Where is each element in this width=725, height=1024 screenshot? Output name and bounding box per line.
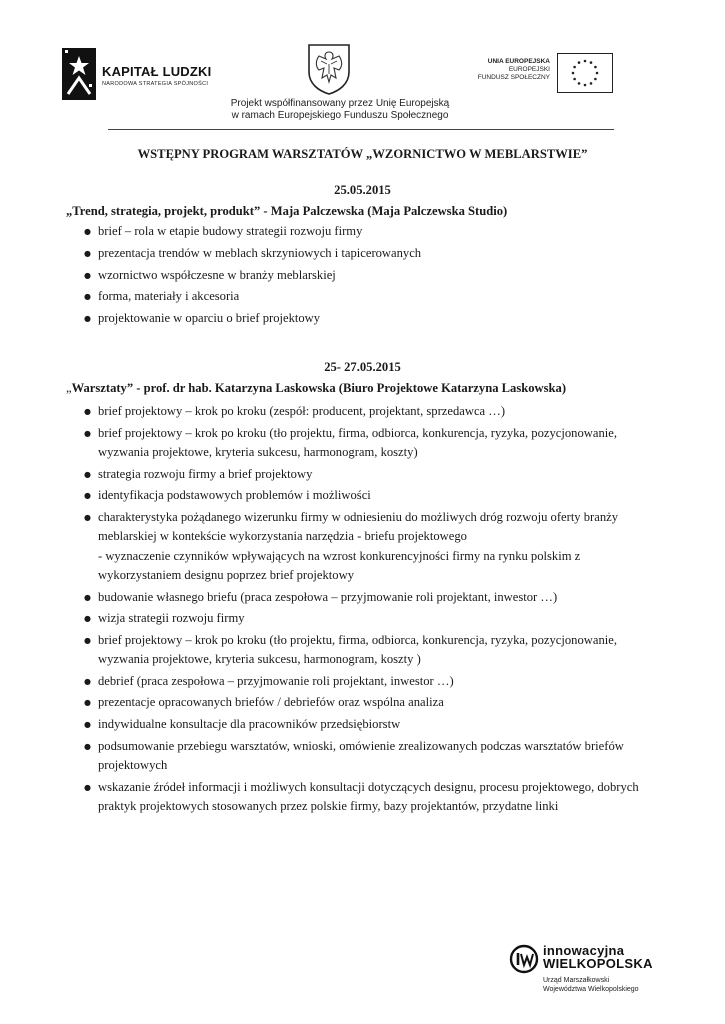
eu-line-3: FUNDUSZ SPOŁECZNY — [477, 74, 550, 81]
header-divider — [108, 129, 614, 130]
org-line-1: Urząd Marszałkowski — [543, 977, 610, 984]
list-item: ● brief projektowy – krok po kroku (tło projektu, firma, odbiorca, konkurencja, ryzyka, pozycjonowanie, wyzwania projektowe, kryteria sukcesu, harmonogram, koszty ) — [66, 631, 666, 670]
list-item: ● forma, materiały i akcesoria — [66, 287, 666, 306]
eu-flag-icon — [557, 53, 613, 93]
list-item-text: charakterystyka pożądanego wizerunku firmy w odniesieniu do możliwych dróg rozwoju oferty branży meblarskiej w kontekście wykorzystania narzędzia - briefu projektowego — [98, 509, 619, 544]
list-item: ● brief projektowy – krok po kroku (zespół: producent, projektant, sprzedawca …) — [66, 402, 666, 421]
list-item: ● podsumowanie przebiegu warsztatów, wnioski, omówienie zrealizowanych podczas warsztatów briefów projektowych — [66, 737, 666, 776]
list-item: ● debrief (praca zespołowa – przyjmowanie roli projektant, inwestor …) — [66, 672, 666, 691]
section1-heading: „Trend, strategia, projekt, produkt” - Maja Palczewska (Maja Palczewska Studio) — [66, 204, 508, 218]
section2-heading-text: Warsztaty” - prof. dr hab. Katarzyna Laskowska (Biuro Projektowe Katarzyna Laskowska) — [71, 381, 567, 395]
kapital-ludzki-logo — [62, 48, 222, 102]
kapital-ludzki-title: KAPITAŁ LUDZKI — [102, 64, 212, 79]
organization-name — [543, 976, 639, 994]
document-title: WSTĘPNY PROGRAM WARSZTATÓW „WZORNICTWO W MEBLARSTWIE” — [137, 147, 588, 161]
section2-date: 25- 27.05.2015 — [324, 360, 401, 374]
list-item: ● budowanie własnego briefu (praca zespołowa – przyjmowanie roli projektant, inwestor …) — [66, 588, 666, 607]
list-item: ● prezentacja trendów w meblach skrzyniowych i tapicerowanych — [66, 244, 666, 263]
innowacyjna-logo-text — [543, 944, 653, 970]
section1-date: 25.05.2015 — [334, 183, 391, 197]
page-header — [0, 40, 725, 130]
list-item: ● brief projektowy – krok po kroku (tło projektu, firma, odbiorca, konkurencja, ryzyka, pozycjonowanie, wyzwania projektowe, kryteria sukcesu, harmonogram, koszty) — [66, 424, 666, 463]
cofinancing-note — [200, 98, 480, 122]
cofinancing-line-2: w ramach Europejskiego Funduszu Społecznego — [231, 110, 449, 121]
list-item: ● prezentacje opracowanych briefów / debriefów oraz wspólna analiza — [66, 693, 666, 712]
list-item: ● wzornictwo współczesne w branży meblarskiej — [66, 266, 666, 285]
logo-line-2: WIELKOPOLSKA — [543, 956, 653, 971]
kapital-ludzki-subtitle: NARODOWA STRATEGIA SPÓJNOŚCI — [102, 81, 209, 87]
list-item: ● wizja strategii rozwoju firmy — [66, 609, 666, 628]
cofinancing-line-1: Projekt współfinansowany przez Unię Europejską — [230, 98, 450, 109]
wielkopolska-eagle-crest-icon — [305, 42, 353, 96]
innowacyjna-wielkopolska-logo — [509, 944, 669, 1004]
logo-line-1: innowacyjna — [543, 943, 625, 958]
eu-logo-text — [468, 58, 550, 82]
list-item: ● brief – rola w etapie budowy strategii rozwoju firmy — [66, 222, 666, 241]
eu-line-2: EUROPEJSKI — [508, 66, 550, 73]
list-item-subtext: - wyznaczenie czynników wpływających na wzrost konkurencyjności firmy na rynku polskim z wykorzystaniem designu poprzez brief projektowy — [98, 548, 581, 582]
section2-heading-quote: „ — [66, 381, 72, 395]
org-line-2: Województwa Wielkopolskiego — [543, 986, 639, 993]
list-item: ● wskazanie źródeł informacji i możliwych konsultacji dotyczących designu, procesu projektowego, dobrych praktyk projektowych stosowanych przez polskie firmy, bazy projektantów, przydatne linki — [66, 778, 666, 817]
section2-heading — [66, 381, 566, 396]
section2-list — [66, 402, 666, 819]
list-item: ● projektowanie w oparciu o brief projektowy — [66, 309, 666, 328]
innowacyjna-mark-icon — [509, 944, 539, 974]
section1-list — [66, 222, 666, 331]
list-item — [66, 508, 666, 586]
list-item: ● strategia rozwoju firmy a brief projektowy — [66, 465, 666, 484]
list-item: ● identyfikacja podstawowych problemów i możliwości — [66, 486, 666, 505]
kapital-ludzki-icon — [62, 48, 96, 100]
eu-line-1: UNIA EUROPEJSKA — [487, 58, 550, 65]
list-item: ● indywidualne konsultacje dla pracowników przedsiębiorstw — [66, 715, 666, 734]
